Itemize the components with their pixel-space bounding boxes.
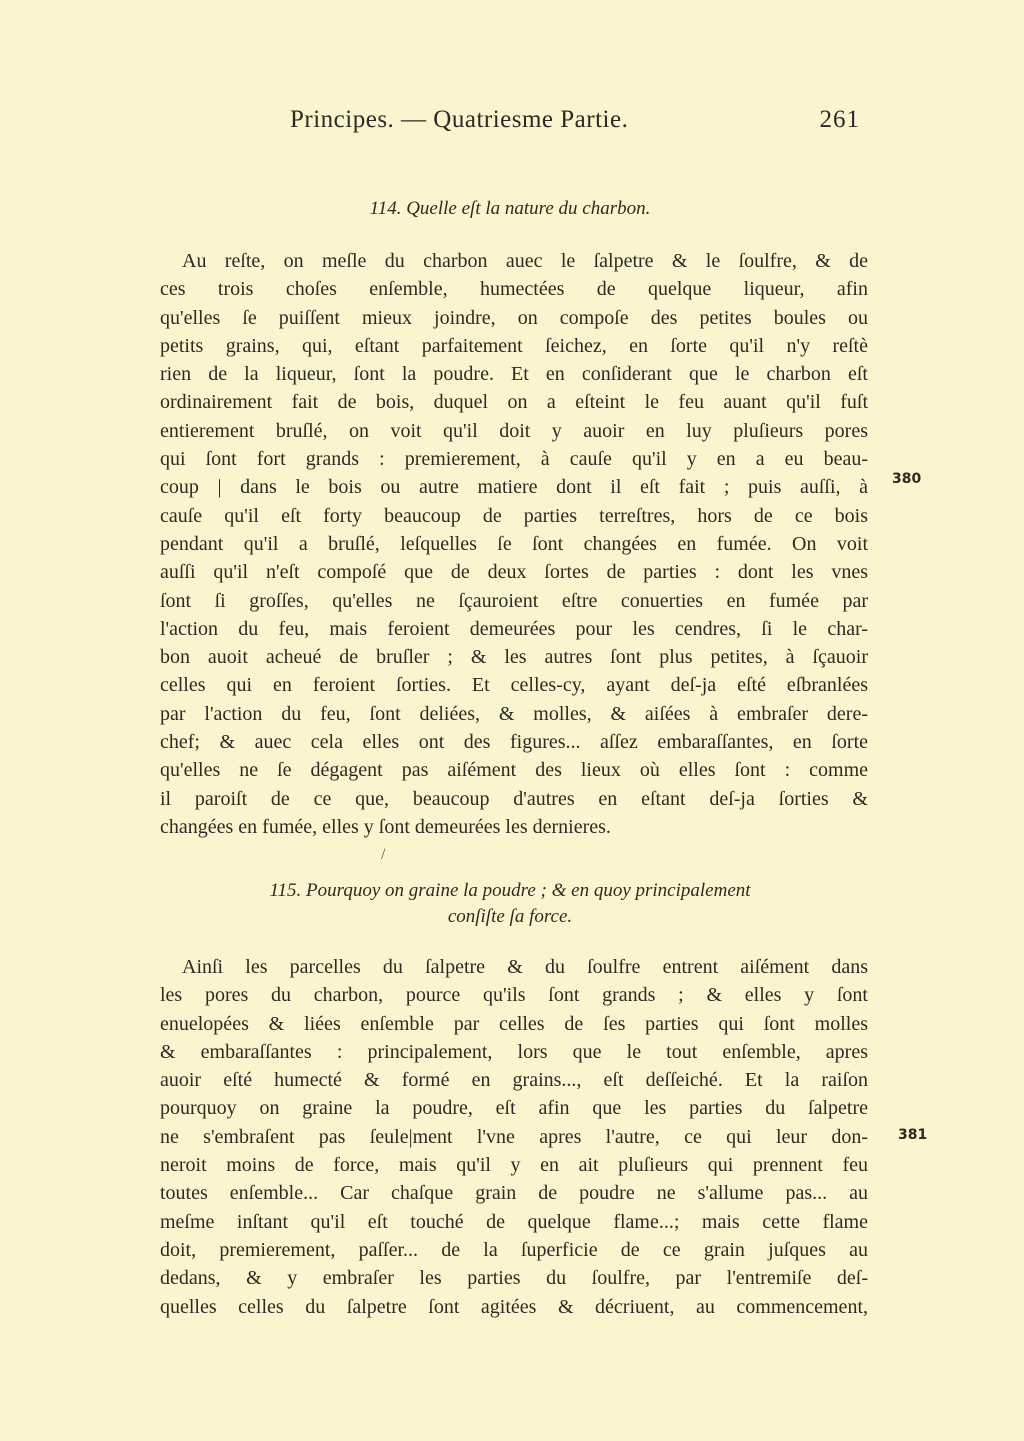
text-line: il paroiſt de ce que, beaucoup d'autres en eſtant deſ-ja ſorties & xyxy=(160,787,868,810)
paragraph-115 xyxy=(160,953,868,1321)
stray-mark: / xyxy=(381,846,386,863)
text-line: petits grains, qui, eſtant parfaitement ſeichez, en ſorte qu'il n'y reſtè xyxy=(160,334,868,357)
text-line: neroit moins de force, mais qu'il y en ait pluſieurs qui prennent feu xyxy=(160,1154,868,1177)
text-line: ſont ſi groſſes, qu'elles ne ſçauroient eſtre conuerties en fumée par xyxy=(160,589,868,612)
text-line: les pores du charbon, pource qu'ils ſont grands ; & elles y ſont xyxy=(160,984,868,1007)
text-line: par l'action du feu, ſont deliées, & molles, & aiſées à embraſer dere- xyxy=(160,702,868,725)
section-heading-115 xyxy=(160,878,860,930)
margin-note-380: 380 xyxy=(892,471,922,487)
running-header xyxy=(160,106,860,146)
text-line: l'action du feu, mais feroient demeurées pour les cendres, ſi le char- xyxy=(160,617,868,640)
text-line: qu'elles ſe puiſſent mieux joindre, on compoſe des petites boules ou xyxy=(160,306,868,329)
text-line: enuelopées & liées enſemble par celles de ſes parties qui ſont molles xyxy=(160,1012,868,1035)
text-line: chef; & auec cela elles ont des figures... aſſez embaraſſantes, en ſorte xyxy=(160,731,868,754)
text-line: ordinairement fait de bois, duquel on a eſteint le feu auant qu'il fuſt xyxy=(160,391,868,414)
text-line: auoir eſté humecté & formé en grains..., eſt deſſeiché. Et la raiſon xyxy=(160,1069,868,1092)
heading-line: 115. Pourquoy on graine la poudre ; & en quoy principalement xyxy=(269,880,751,901)
text-line: dedans, & y embraſer les parties du ſoulfre, par l'entremiſe deſ- xyxy=(160,1267,868,1290)
text-line: changées en fumée, elles y ſont demeurées les dernieres. xyxy=(160,815,611,838)
heading-line: conſiſte ſa force. xyxy=(447,906,573,927)
text-line: meſme inſtant qu'il eſt touché de quelque flame...; mais cette flame xyxy=(160,1210,868,1233)
text-line: toutes enſemble... Car chaſque grain de poudre ne s'allume pas... au xyxy=(160,1182,868,1205)
text-line: bon auoit acheué de bruſler ; & les autres ſont plus petites, à ſçauoir xyxy=(160,646,868,669)
text-line: Ainſi les parcelles du ſalpetre & du ſoulfre entrent aiſément dans xyxy=(182,956,868,978)
text-line: auſſi qu'il n'eſt compoſé que de deux ſortes de parties : dont les vnes xyxy=(160,561,868,584)
page-number: 261 xyxy=(819,106,860,133)
text-line: entierement bruſlé, on voit qu'il doit y auoir en luy pluſieurs pores xyxy=(160,419,868,442)
margin-note-381: 381 xyxy=(898,1127,928,1143)
running-title: Principes. — Quatriesme Partie. xyxy=(290,106,629,133)
text-line: rien de la liqueur, ſont la poudre. Et en conſiderant que le charbon eſt xyxy=(160,363,868,386)
text-line: coup | dans le bois ou autre matiere dont il eſt fait ; puis auſſi, à xyxy=(160,476,868,499)
section-heading-114 xyxy=(160,196,860,222)
text-line: doit, premierement, paſſer... de la ſuperficie de ce grain juſques au xyxy=(160,1238,868,1261)
text-line: qu'elles ne ſe dégagent pas aiſément des lieux où elles ſont : comme xyxy=(160,759,868,782)
text-line: Au reſte, on meſle du charbon auec le ſalpetre & le ſoulfre, & de xyxy=(182,250,868,272)
text-line: pourquoy on graine la poudre, eſt afin que les parties du ſalpetre xyxy=(160,1097,868,1120)
text-line: qui ſont fort grands : premierement, à cauſe qu'il y en a eu beau- xyxy=(160,448,868,471)
paragraph-114 xyxy=(160,247,868,841)
text-line: ne s'embraſent pas ſeule|ment l'vne apres l'autre, ce qui leur don- xyxy=(160,1125,868,1148)
text-line: & embaraſſantes : principalement, lors que le tout enſemble, apres xyxy=(160,1040,868,1063)
text-line: celles qui en feroient ſorties. Et celles-cy, ayant deſ-ja eſté eſbranlées xyxy=(160,674,868,697)
text-line: quelles celles du ſalpetre ſont agitées & décriuent, au commencement, xyxy=(160,1295,868,1318)
text-line: ces trois choſes enſemble, humectées de quelque liqueur, afin xyxy=(160,278,868,301)
text-line: cauſe qu'il eſt forty beaucoup de parties terreſtres, hors de ce bois xyxy=(160,504,868,527)
text-line: pendant qu'il a bruſlé, leſquelles ſe ſont changées en fumée. On voit xyxy=(160,532,868,555)
heading-line: 114. Quelle eſt la nature du charbon. xyxy=(369,198,651,219)
